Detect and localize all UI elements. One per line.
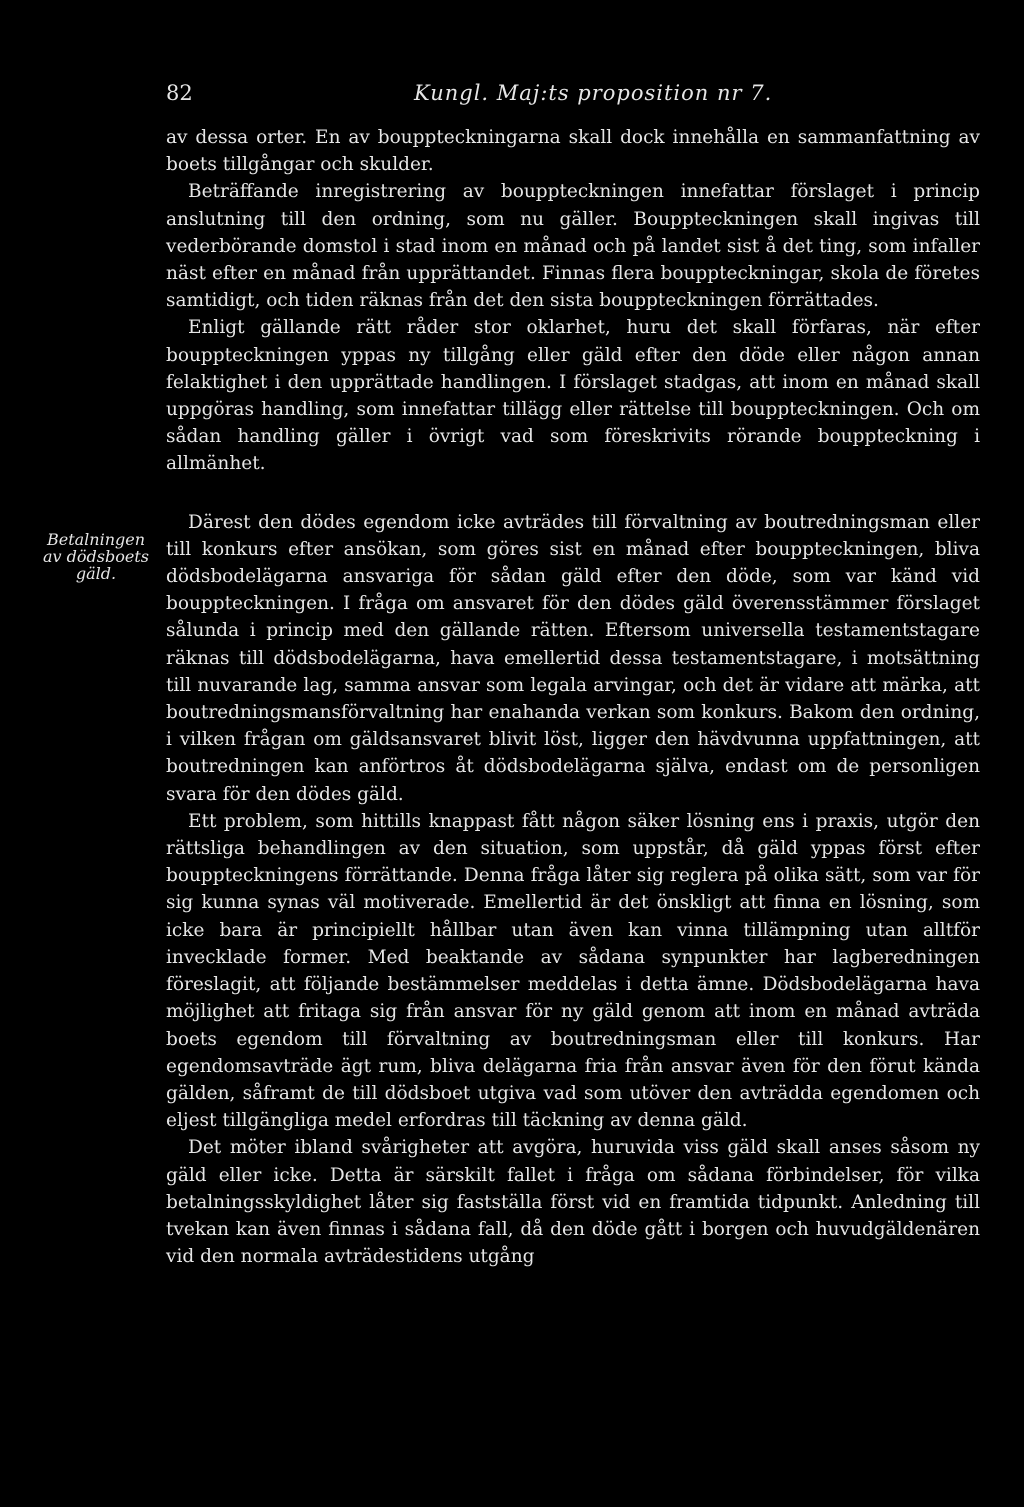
paragraph: Beträffande inregistrering av bouppteckningen innefattar förslaget i princip anslutning till den ordning, som nu gäller. Bouppteckningen skall ingivas till vederbörande domstol i stad inom en månad och på landet sist å det ting, som infaller näst efter en månad från upprättandet. Finnas flera bouppteckningar, skola de företes samtidigt, och tiden räknas från det den sista bouppteckningen förrättades. <box>166 181 980 312</box>
page-number: 82 <box>166 81 193 105</box>
margin-note-line: Betalningen <box>46 530 146 549</box>
margin-note-line: av dödsboets <box>43 547 149 566</box>
paragraph: Det möter ibland svårigheter att avgöra, huruvida viss gäld skall anses såsom ny gäld eller icke. Detta är särskilt fallet i fråga om sådana förbindelser, för vilka betalningsskyldighet låter sig fastställa först vid en framtida tidpunkt. Anledning till tvekan kan även finnas i sådana fall, då den döde gått i borgen och huvudgäldenären vid den normala avträdestidens utgång <box>166 1137 980 1268</box>
paragraph: Enligt gällande rätt råder stor oklarhet, huru det skall förfaras, när efter bouppteckningen yppas ny tillgång eller gäld efter den döde eller någon annan felaktighet i den upprättade handlingen. I förslaget stadgas, att inom en månad skall uppgöras handling, som innefattar tillägg eller rättelse till bouppteckningen. Och om sådan handling gäller i övrigt vad som föreskrivits rörande bouppteckning i allmänhet. <box>166 317 980 475</box>
margin-note <box>30 531 162 582</box>
margin-note-line: gäld. <box>75 564 117 583</box>
page-header <box>166 78 986 108</box>
paragraph: Därest den dödes egendom icke avträdes till förvaltning av boutredningsman eller till konkurs efter ansökan, som göres sist en månad efter bouppteckningen, bliva dödsbodelägarna ansvariga för sådan gäld efter den döde, som var känd vid bouppteckningen. I fråga om ansvaret för den dödes gäld överensstämmer förslaget sålunda i princip med den gällande rätten. Eftersom universella testamentstagare räknas till dödsbodelägarna, hava emellertid dessa testamentstagare, i motsättning till nuvarande lag, samma ansvar som legala arvingar, och det är vidare att märka, att boutredningsmansförvaltning har enahanda verkan som konkurs. Bakom den ordning, i vilken frågan om gäldsansvaret blivit löst, ligger den hävdvunna uppfattningen, att boutredningen kan anförtros åt dödsbodelägarna själva, endast om de personligen svara för den dödes gäld. <box>166 511 980 805</box>
paragraph: av dessa orter. En av bouppteckningarna skall dock innehålla en sammanfattning av boets tillgångar och skulder. <box>166 127 980 176</box>
paragraph: Ett problem, som hittills knappast fått någon säker lösning ens i praxis, utgör den rättsliga behandlingen av den situation, som uppstår, då gäld yppas först efter bouppteckningens förrättande. Denna fråga låter sig reglera på olika sätt, som var för sig kunna synas väl motiverade. Emellertid är det önskligt att finna en lösning, som icke bara är principiellt hållbar utan även kan vinna tillämpning utan alltför invecklade former. Med beaktande av sådana synpunkter har lagberedningen föreslagit, att följande bestämmelser meddelas i detta ämne. Dödsbodelägarna hava möjlighet att fritaga sig från ansvar för ny gäld genom att inom en månad avträda boets egendom till förvaltning av boutredningsman eller till konkurs. Har egendomsavträde ägt rum, bliva delägarna fria från ansvar även för den förut kända gälden, såframt de till dödsboet utgiva vad som utöver den avträdda egendomen och eljest tillgängliga medel erfordras till täckning av denna gäld. <box>166 810 980 1132</box>
running-title: Kungl. Maj:ts proposition nr 7. <box>414 81 773 105</box>
body-text <box>166 124 980 1270</box>
